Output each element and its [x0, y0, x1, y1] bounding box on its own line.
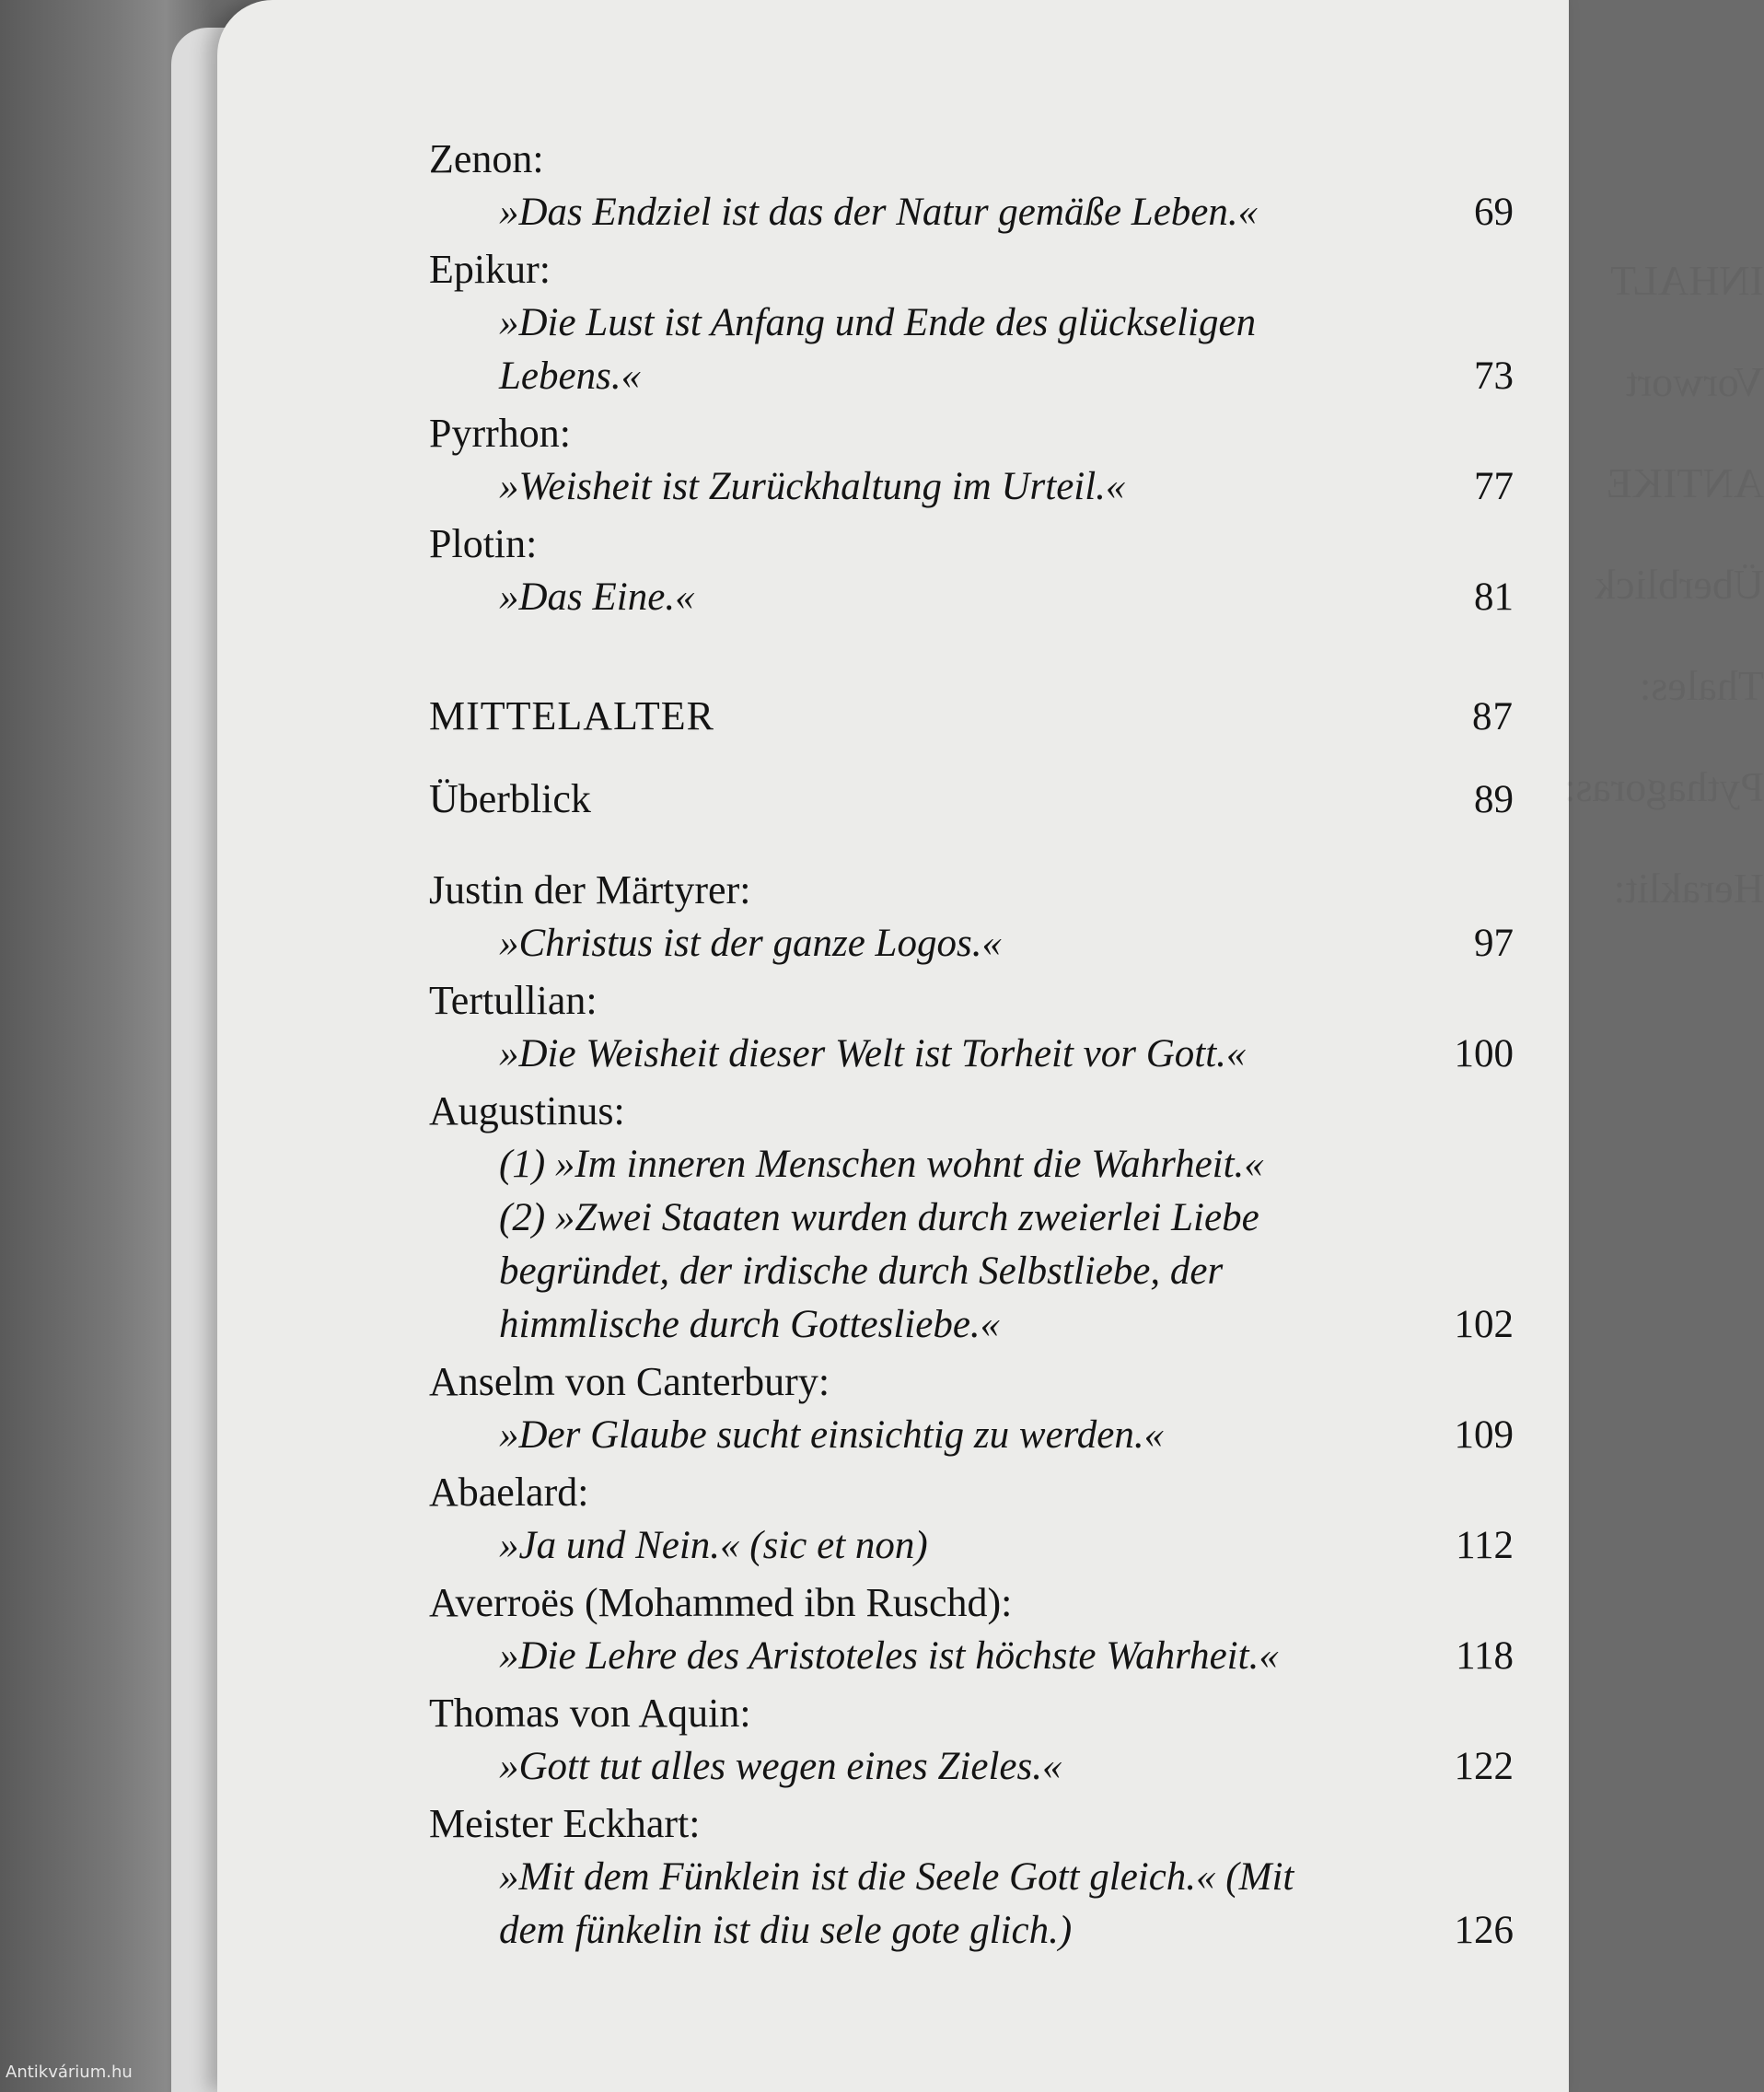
table-of-contents [429, 129, 1514, 1958]
toc-quote: »Die Lehre des Aristoteles ist höchste Wahrheit.« [499, 1634, 1279, 1678]
overview-entry [429, 772, 1514, 827]
toc-author: Augustinus: [429, 1088, 625, 1133]
toc-author: Anselm von Canterbury: [429, 1359, 830, 1404]
toc-page-number: 126 [1454, 1909, 1514, 1952]
toc-page-number: 118 [1456, 1634, 1514, 1678]
toc-author: Tertullian: [429, 978, 598, 1023]
toc-author: Zenon: [429, 136, 544, 181]
show-through-text: INHALT Vorwort ANTIKE Überblick Thales: Pythagoras: Heraklit: [1563, 257, 1764, 912]
toc-quote: »Die Lust ist Anfang und Ende des glückseligen Lebens.« [499, 301, 1257, 398]
toc-author: Averroës (Mohammed ibn Ruschd): [429, 1580, 1013, 1625]
toc-quote-part: (1) »Im inneren Menschen wohnt die Wahrheit.« [499, 1143, 1264, 1186]
toc-quote: »Ja und Nein.« (sic et non) [499, 1524, 928, 1567]
toc-entry [429, 571, 1514, 624]
toc-entry [429, 917, 1514, 970]
toc-entry [429, 296, 1514, 403]
toc-author: Pyrrhon: [429, 411, 571, 456]
toc-author: Meister Eckhart: [429, 1801, 701, 1846]
toc-page-number: 89 [1474, 778, 1514, 821]
toc-quote: »Die Weisheit dieser Welt ist Torheit vor Gott.« [499, 1032, 1247, 1075]
toc-entry [429, 1028, 1514, 1081]
toc-page-number: 69 [1474, 191, 1514, 234]
toc-page-number: 81 [1474, 575, 1514, 619]
toc-author: Plotin: [429, 521, 538, 566]
toc-page-number: 122 [1454, 1745, 1514, 1788]
toc-page-number: 102 [1454, 1303, 1514, 1346]
toc-quote-part: (2) »Zwei Staaten wurden durch zweierlei Liebe begründet, der irdische durch Selbstliebe, der himmlische durch Gottesliebe.« [499, 1196, 1259, 1346]
toc-quote: »Gott tut alles wegen eines Zieles.« [499, 1745, 1062, 1788]
toc-page-number: 109 [1454, 1413, 1514, 1457]
toc-entry [429, 1409, 1514, 1462]
toc-author: Abaelard: [429, 1470, 589, 1515]
toc-author: Epikur: [429, 247, 551, 292]
toc-author: Thomas von Aquin: [429, 1691, 751, 1736]
section-heading [429, 689, 1514, 744]
toc-entry [429, 1630, 1514, 1683]
toc-author: Justin der Märtyrer: [429, 867, 751, 912]
watermark: Antikvárium.hu [6, 2063, 133, 2082]
toc-entry [429, 1740, 1514, 1794]
toc-quote: »Christus ist der ganze Logos.« [499, 922, 1002, 965]
toc-quote: »Das Eine.« [499, 575, 695, 619]
toc-quote [429, 1138, 1514, 1352]
toc-page-number: 112 [1456, 1524, 1514, 1567]
toc-page-number: 77 [1474, 465, 1514, 508]
toc-page-number: 97 [1474, 922, 1514, 965]
toc-page-number: 100 [1454, 1032, 1514, 1075]
toc-quote: »Der Glaube sucht einsichtig zu werden.« [499, 1413, 1165, 1457]
toc-page-number: 73 [1474, 354, 1514, 398]
toc-quote: »Das Endziel ist das der Natur gemäße Leben.« [499, 191, 1259, 234]
toc-entry [429, 1138, 1514, 1352]
toc-quote: »Weisheit ist Zurückhaltung im Urteil.« [499, 465, 1126, 508]
toc-entry [429, 1519, 1514, 1573]
toc-entry [429, 460, 1514, 514]
toc-entry [429, 1851, 1514, 1958]
overview-label: Überblick [429, 776, 591, 821]
toc-page-number: 87 [1472, 695, 1514, 738]
section-title: MITTELALTER [429, 693, 714, 738]
toc-quote: »Mit dem Fünklein ist die Seele Gott gleich.« (Mit dem fünkelin ist diu sele gote glich.) [499, 1855, 1294, 1952]
toc-entry [429, 186, 1514, 239]
